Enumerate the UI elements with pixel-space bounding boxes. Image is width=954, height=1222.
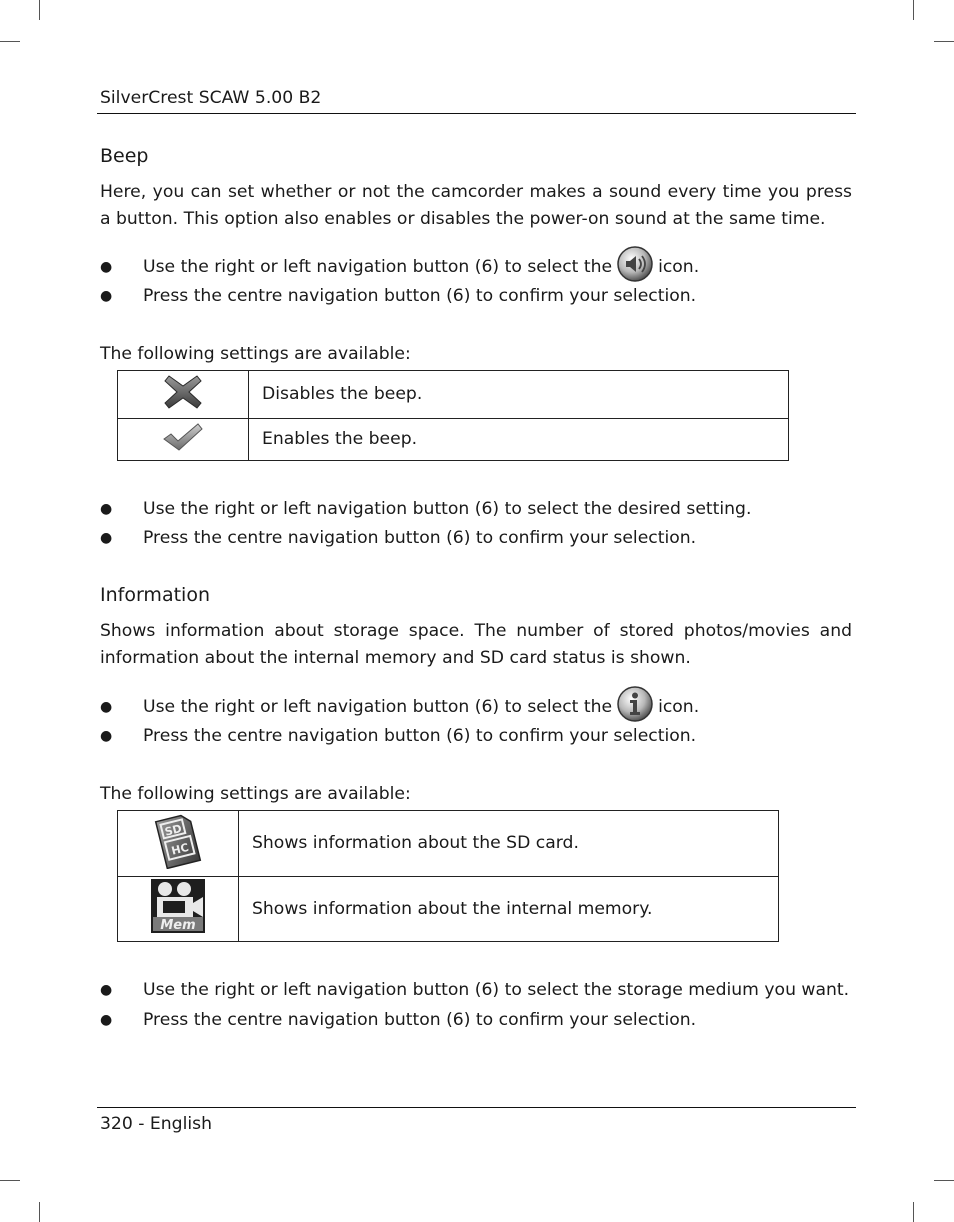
bullet-dot: ● [100, 698, 113, 715]
crop-mark [39, 0, 40, 20]
header-title: SilverCrest SCAW 5.00 B2 [100, 88, 322, 108]
footer-rule [97, 1107, 856, 1108]
information-bullet-confirm [100, 721, 860, 751]
beep-title: Beep [100, 145, 149, 167]
page-footer [100, 1114, 212, 1135]
bullet-text: Use the right or left navigation button (6) to select the [143, 256, 613, 277]
checkmark-icon [162, 437, 204, 457]
table-text-cell: Enables the beep. [249, 419, 789, 461]
beep-after-bullet-confirm [100, 523, 860, 553]
crop-mark [39, 1202, 40, 1222]
bullet-dot: ● [100, 287, 113, 304]
header-rule [97, 113, 856, 114]
crop-mark [0, 1180, 20, 1181]
crop-mark [0, 41, 20, 42]
information-bullet-select [100, 692, 860, 722]
crop-mark [934, 41, 954, 42]
bullet-text: Use the right or left navigation button (6) to select the [143, 696, 613, 717]
bullet-dot: ● [100, 1011, 113, 1028]
page-header [100, 88, 321, 109]
table-text-cell: Shows information about the internal memory. [239, 877, 779, 942]
table-icon-cell [118, 419, 249, 461]
information-after-bullet-confirm [100, 1005, 860, 1035]
svg-text:SD: SD [163, 821, 184, 839]
crop-mark [913, 0, 914, 20]
bullet-text-end: icon. [658, 256, 700, 277]
bullet-text-end: icon. [658, 696, 700, 717]
beep-settings-table [117, 370, 789, 461]
beep-description: Here, you can set whether or not the camcorder makes a sound every time you press a button. This option also enables or disables the power-on sound at the same time. [100, 182, 852, 229]
table-text-cell: Shows information about the SD card. [239, 811, 779, 877]
beep-after-bullet-select [100, 494, 860, 524]
sdhc-card-icon [151, 821, 205, 874]
bullet-text: Use the right or left navigation button (6) to select the storage medium you want. [143, 979, 850, 1000]
table-row [118, 419, 789, 461]
table-icon-cell [118, 811, 239, 877]
internal-memory-icon [151, 918, 205, 938]
x-mark-icon [163, 395, 203, 415]
table-icon-cell [118, 877, 239, 942]
table-icon-cell [118, 371, 249, 419]
svg-text:HC: HC [170, 840, 191, 858]
information-settings-intro: The following settings are available: [100, 784, 411, 804]
mem-label: Mem [160, 918, 196, 934]
bullet-dot: ● [100, 727, 113, 744]
beep-bullet-select [100, 252, 860, 282]
beep-bullet-confirm [100, 281, 860, 311]
bullet-text: Press the centre navigation button (6) to confirm your selection. [143, 725, 697, 746]
table-row [118, 371, 789, 419]
bullet-dot: ● [100, 981, 113, 998]
bullet-dot: ● [100, 258, 113, 275]
beep-settings-intro: The following settings are available: [100, 344, 411, 364]
information-settings-table [117, 810, 779, 942]
information-title: Information [100, 584, 210, 606]
table-row [118, 811, 779, 877]
bullet-dot: ● [100, 500, 113, 517]
bullet-text: Press the centre navigation button (6) to confirm your selection. [143, 527, 697, 548]
information-description: Shows information about storage space. The number of stored photos/movies and information about the internal memory and SD card status is shown. [100, 621, 852, 668]
bullet-text: Use the right or left navigation button (6) to select the desired setting. [143, 498, 752, 519]
bullet-dot: ● [100, 529, 113, 546]
page-number: 320 - English [100, 1114, 212, 1134]
crop-mark [913, 1202, 914, 1222]
table-text-cell: Disables the beep. [249, 371, 789, 419]
bullet-text: Press the centre navigation button (6) to confirm your selection. [143, 1009, 697, 1030]
table-row [118, 877, 779, 942]
bullet-text: Press the centre navigation button (6) to confirm your selection. [143, 285, 697, 306]
crop-mark [934, 1180, 954, 1181]
information-after-bullet-select [100, 975, 860, 1005]
